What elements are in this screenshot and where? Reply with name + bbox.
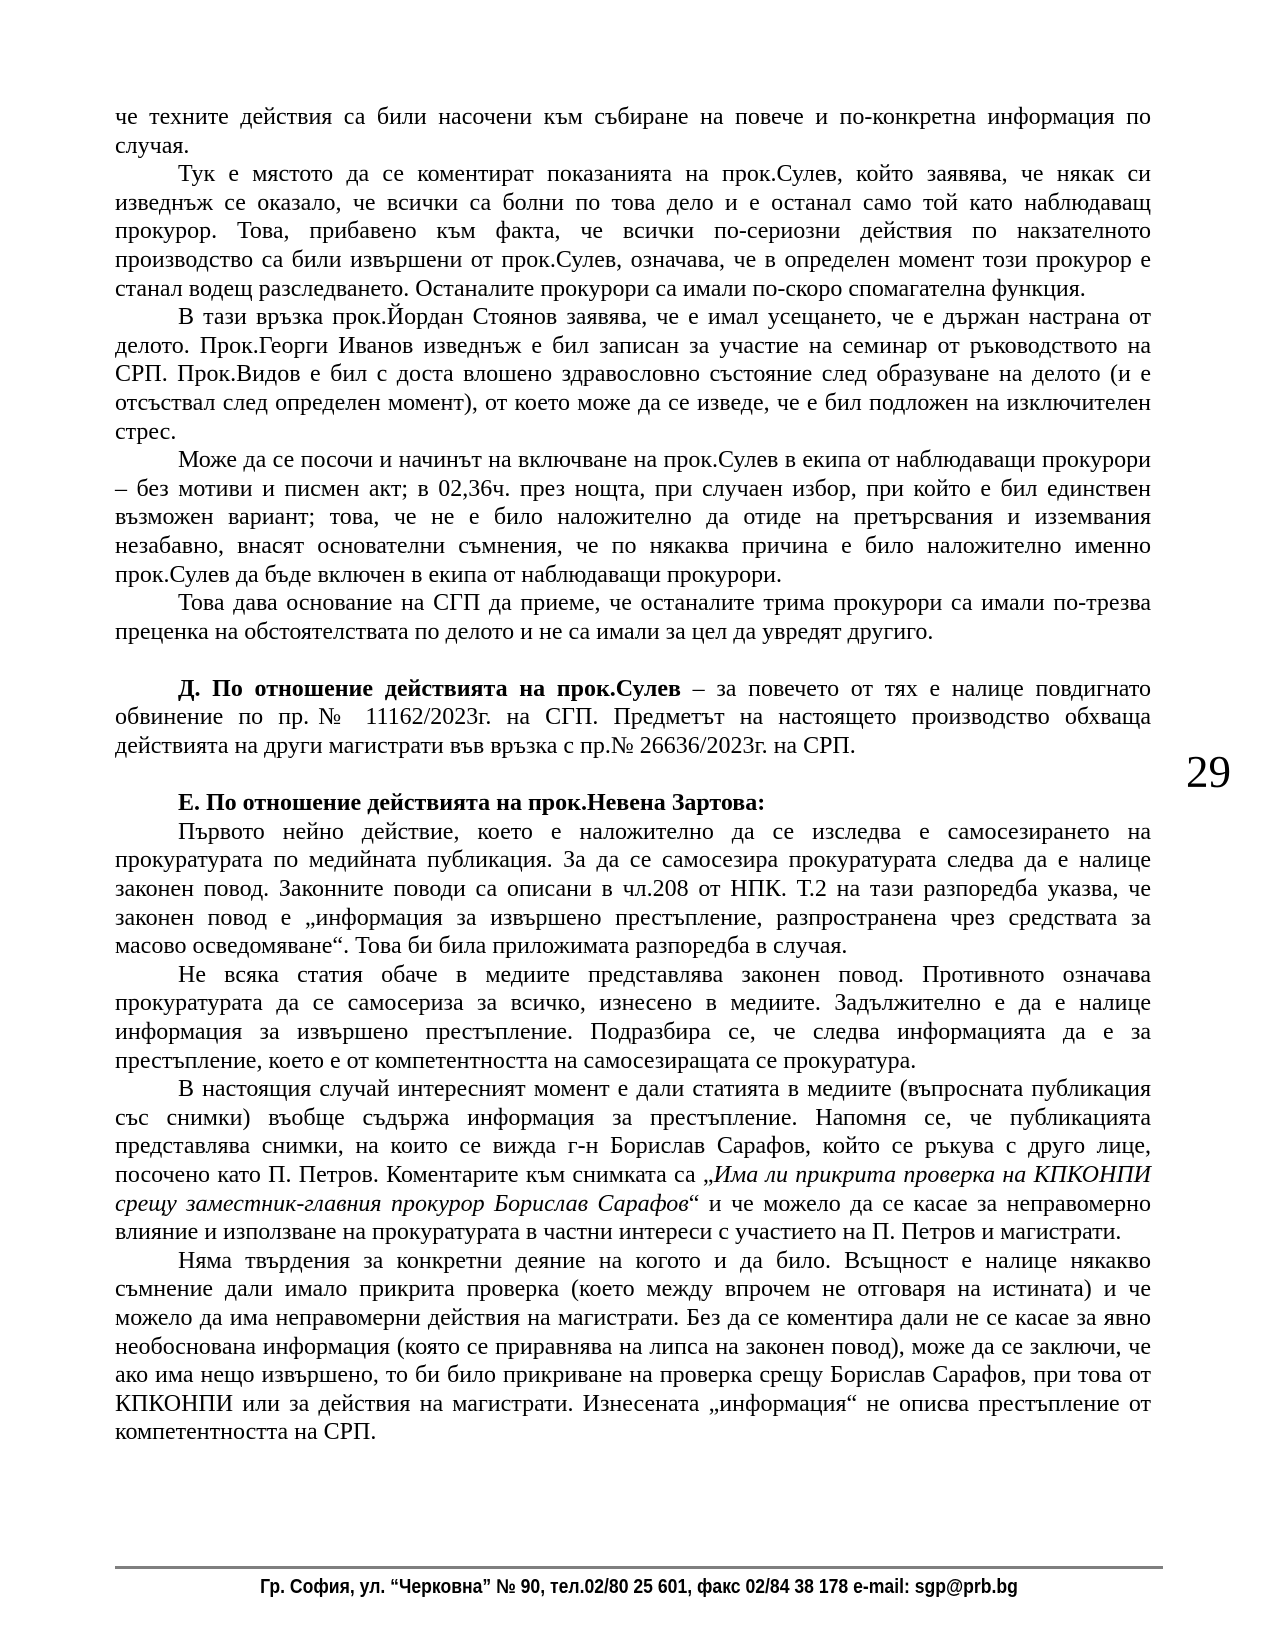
text-segment: Това дава основание на СГП да приеме, че останалите трима прокурори са имали по-трезва преценка на обстоятелствата по делото и не са имали за цел да увредят другиго. bbox=[115, 590, 1151, 645]
paragraph-self-referral bbox=[115, 818, 1151, 961]
footer-rule bbox=[115, 1566, 1163, 1569]
text-segment: В настоящия случай интересният момент е дали статията в медиите (въпросната публикация със снимки) въобще съдържа информация за престъпление. Напомня се, че публикацията представлява снимки, на които се вижда г-н Борислав Сарафов, който се ръкува с друго лице, посочено като П. Петров. Коментарите към снимката са „ bbox=[115, 1076, 1151, 1188]
text-segment: Няма твърдения за конкретни деяние на когото и да било. Всъщност е налице някакво съмнение дали имало прикрита проверка (което между впрочем не отговаря на истината) и че можело да има неправомерни действия на магистрати. Без да се коментира дали не се касае за явно необоснована информация (която се приравнява на липса на законен повод), може да се заключи, че ако има нещо извършено, то би било прикриване на проверка срещу Борислав Сарафов, при това от КПКОНПИ или за действия на магистрати. Изнесената „информация“ не описва престъпление от компетентността на СРП. bbox=[115, 1247, 1151, 1446]
paragraph-media-publication bbox=[115, 1075, 1151, 1247]
text-segment: Първото нейно действие, което е наложително да се изследва е самосезирането на прокуратурата по медийната публикация. За да се самосезира прокуратурата следва да е налице законен повод. Законните поводи са описани в чл.208 от НПК. Т.2 на тази разпоредба указва, че законен повод е „информация за извършено престъпление, разпространена чрез средствата за масово осведомяване“. Това би била приложимата разпоредба в случая. bbox=[115, 818, 1151, 960]
text-segment: че техните действия са били насочени към събиране на повече и по-конкретна информация по случая. bbox=[115, 104, 1151, 159]
paragraph-section-d bbox=[115, 675, 1151, 761]
paragraph-legal-grounds bbox=[115, 961, 1151, 1075]
paragraph-sulev-testimony bbox=[115, 160, 1151, 303]
paragraph-inclusion-method bbox=[115, 446, 1151, 589]
text-segment: В тази връзка прок.Йордан Стоянов заявява, че е имал усещането, че е държан настрана от делото. Прок.Георги Иванов изведнъж е бил записан за участие на семинар от ръководството на СРП. Прок.Видов е бил с доста влошено здравословно състояние след образуване на делото (и е отсъствал след определен момент), от което може да се изведе, че е бил подложен на изключителен стрес. bbox=[115, 304, 1151, 445]
footer-address: Гр. София, ул. “Черковна” № 90, тел.02/80 25 601, факс 02/84 38 178 e-mail: sgp@prb.bg bbox=[260, 1576, 1018, 1598]
paragraph-no-crime-claims bbox=[115, 1247, 1151, 1447]
quoted-article-title: Има ли прикрита проверка на КПКОНПИ срещу заместник-главния прокурор Борислав Сарафов bbox=[115, 1161, 1151, 1217]
document-body bbox=[115, 103, 1151, 1447]
text-segment: Не всяка статия обаче в медиите представлява законен повод. Противното означава прокуратурата да се самосериза за всичко, изнесено в медиите. Задължително е да е налице информация за извършено престъпление. Подразбира се, че следва информацията да е за престъпление, което е от компетентността на самосезиращата се прокуратура. bbox=[115, 961, 1151, 1074]
paragraph-continuation bbox=[115, 103, 1151, 160]
paragraph-sgp-conclusion bbox=[115, 589, 1151, 646]
text-segment: “ и че можело да се касае за неправомерно влияние и използване на прокуратурата в частни интереси с участието на П. Петров и магистрати. bbox=[115, 1190, 1152, 1246]
text-segment: Тук е мястото да се коментират показанията на прок.Сулев, който заявява, че някак си изведнъж се оказало, че всички са болни по това дело и е останал само той като наблюдаващ прокурор. Това, прибавено към факта, че всички по-сериозни действия по накзателното производство са били извършени от прок.Сулев, означава, че в определен момент този прокурор е станал водещ разследването. Останалите прокурори са имали по-скоро спомагателна функция. bbox=[115, 161, 1151, 302]
section-e-heading bbox=[115, 789, 1151, 818]
text-segment: – за повечето от тях е налице повдигнато обвинение по пр.№ 11162/2023г. на СГП. Предметът на настоящето производство обхваща действията на други магистрати във връзка с пр.№ 26636/2023г. на СРП. bbox=[115, 675, 1152, 760]
section-e-title: Е. По отношение действията на прок.Невена Зартова: bbox=[178, 790, 766, 817]
text-segment: Може да се посочи и начинът на включване на прок.Сулев в екипа от наблюдаващи прокурори – без мотиви и писмен акт; в 02,36ч. през нощта, при случаен избор, при който е бил единствен възможен вариант; това, че не е било наложително да отиде на претърсвания и изземвания незабавно, внасят основателни съмнения, че по някаква причина е било наложително именно прок.Сулев да бъде включен в екипа от наблюдаващи прокурори. bbox=[115, 447, 1151, 588]
page-number: 29 bbox=[1186, 747, 1231, 797]
paragraph-other-prosecutors bbox=[115, 303, 1151, 446]
section-d-title: Д. По отношение действията на прок.Сулев bbox=[178, 675, 681, 702]
